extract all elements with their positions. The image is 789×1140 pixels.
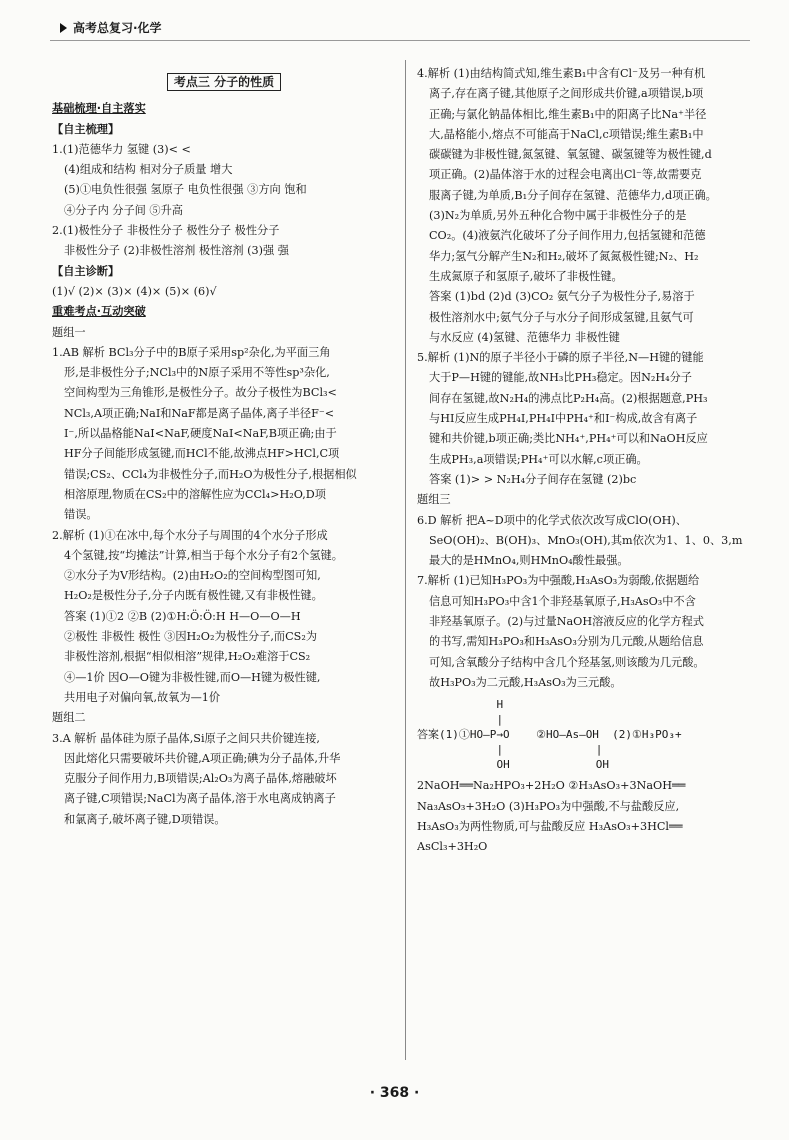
text-line: 最大的是HMnO₄,则HMnO₄酸性最强。 <box>429 554 629 568</box>
text-line: 非羟基氧原子。(2)与过量NaOH溶液反应的化学方程式 <box>429 615 704 629</box>
text-line: 答案 (1)> > N₂H₄分子间存在氢键 (2)bc <box>429 472 637 486</box>
text-line: ②极性 非极性 极性 ③因H₂O₂为极性分子,而CS₂为 <box>64 630 318 644</box>
header <box>60 18 162 38</box>
text-line: ④—1价 因O—O键为非极性键,而O—H键为极性键, <box>64 670 321 684</box>
text-line: AsCl₃+3H₂O <box>417 840 488 854</box>
text-line: (4)组成和结构 相对分子质量 增大 <box>64 163 233 177</box>
struct-row: | | <box>417 743 603 757</box>
text-line: 2NaOH══Na₂HPO₃+2H₂O ②H₃AsO₃+3NaOH══ <box>417 779 686 793</box>
header-title: 高考总复习·化学 <box>73 21 162 35</box>
question-7-answer <box>417 776 765 857</box>
text-line: CO₂。(4)液氨汽化破坏了分子间作用力,包括氢键和范德 <box>429 229 706 243</box>
group-label: 题组二 <box>52 711 86 725</box>
text-line: I⁻,所以晶格能NaI<NaF,硬度NaI<NaF,B项正确;由于 <box>64 427 337 441</box>
header-rule <box>50 40 750 41</box>
text-line: ②水分子为V形结构。(2)由H₂O₂的空间构型图可知, <box>64 569 321 583</box>
text-line: 错误。 <box>64 508 98 522</box>
text-line: 2.(1)极性分子 非极性分子 极性分子 极性分子 <box>52 224 280 238</box>
struct-row: 答案(1)①HO—P→O ②HO—As—OH (2)①H₃PO₃+ <box>417 728 682 742</box>
question-7 <box>417 571 765 693</box>
text-line: HF分子间能形成氢键,而HCl不能,故沸点HF>HCl,C项 <box>64 447 340 461</box>
text-line: 2.解析 (1)①在冰中,每个水分子与周围的4个水分子形成 <box>52 528 328 542</box>
text-line: 生成氮原子和氢原子,破坏了非极性键。 <box>429 269 623 283</box>
text-line: 键和共价键,b项正确;类比NH₄⁺,PH₄⁺可以和NaOH反应 <box>429 432 708 446</box>
question-3 <box>52 729 396 830</box>
text-line: 信息可知H₃PO₃中含1个非羟基氧原子,H₃AsO₃中不含 <box>429 594 696 608</box>
text-line: 大于P—H键的键能,故NH₃比PH₃稳定。因N₂H₄分子 <box>429 371 692 385</box>
section-title-box <box>52 72 396 93</box>
text-line: 项正确。(2)晶体溶于水的过程会电离出Cl⁻等,故需要克 <box>429 168 702 182</box>
triangle-icon <box>60 23 67 33</box>
text-line: 4个氢键,按“均摊法”计算,相当于每个水分子有2个氢键。 <box>64 548 343 562</box>
text-line: ④分子内 分子间 ⑤升高 <box>64 203 183 217</box>
text-line: 可知,含氧酸分子结构中含几个羟基氢,则该酸为几元酸。 <box>429 655 705 669</box>
text-line: 5.解析 (1)N的原子半径小于磷的原子半径,N—H键的键能 <box>417 351 704 365</box>
text-line: 错误;CS₂、CCl₄为非极性分子,而H₂O为极性分子,根据相似 <box>64 467 357 481</box>
text-line: 因此熔化只需要破坏共价键,A项正确;碘为分子晶体,升华 <box>64 751 341 765</box>
text-line: 生成PH₃,a项错误;PH₄⁺可以水解,c项正确。 <box>429 452 648 466</box>
question-5 <box>417 348 765 490</box>
question-6 <box>417 511 765 572</box>
text-line: 与HI反应生成PH₄I,PH₄I中PH₄⁺和I⁻构成,故含有离子 <box>429 412 698 426</box>
text-line: 离子键,C项错误;NaCl为离子晶体,溶于水电离成钠离子 <box>64 792 336 806</box>
text-line: 非极性溶剂,根据“相似相溶”规律,H₂O₂难溶于CS₂ <box>64 650 311 664</box>
text-line: 故H₃PO₃为二元酸,H₃AsO₃为三元酸。 <box>429 675 622 689</box>
text-line: 间存在氢键,故N₂H₄的沸点比P₂H₄高。(2)根据题意,PH₃ <box>429 391 708 405</box>
group-label: 题组一 <box>52 325 86 339</box>
text-line: 6.D 解析 把A~D项中的化学式依次改写成ClO(OH)、 <box>417 513 687 527</box>
text-line: 1.(1)范德华力 氢键 (3)< < <box>52 142 191 156</box>
text-line: H₂O₂是极性分子,分子内既有极性键,又有非极性键。 <box>64 589 323 603</box>
text-line: 碳碳键为非极性键,氮氢键、氧氢键、碳氢键等为极性键,d <box>429 148 712 162</box>
text-line: 形,是非极性分子;NCl₃中的N原子采用不等性sp³杂化, <box>64 366 330 380</box>
text-line: 和氯离子,破坏离子键,D项错误。 <box>64 812 226 826</box>
struct-row: | <box>417 713 504 727</box>
text-line: NCl₃,A项正确;NaI和NaF都是离子晶体,离子半径F⁻< <box>64 406 335 420</box>
text-line: 华力;氢气分解产生N₂和H₂,破坏了氮氮极性键;N₂、H₂ <box>429 249 699 263</box>
diag-line: (1)√ (2)× (3)× (4)× (5)× (6)√ <box>52 284 217 298</box>
struct-row: OH OH <box>417 758 610 772</box>
text-line: 克服分子间作用力,B项错误;Al₂O₃为离子晶体,熔融破坏 <box>64 772 337 786</box>
struct-row: H <box>417 698 504 712</box>
text-line: Na₃AsO₃+3H₂O (3)H₃PO₃为中强酸,不与盐酸反应, <box>417 799 680 813</box>
text-line: (5)①电负性很强 氢原子 电负性很强 ③方向 饱和 <box>64 183 307 197</box>
section-title: 考点三 分子的性质 <box>167 73 281 91</box>
text-line: 正确;与氯化钠晶体相比,维生素B₁中的阳离子比Na⁺半径 <box>429 107 707 121</box>
text-line: SeO(OH)₂、B(OH)₃、MnO₃(OH),其m依次为1、1、0、3,m <box>429 533 743 547</box>
self-diag-heading: 【自主诊断】 <box>52 264 120 278</box>
basic-heading: 基础梳理·自主落实 <box>52 102 146 116</box>
group-label: 题组三 <box>417 493 451 507</box>
left-column <box>52 64 396 830</box>
text-line: 空间构型为三角锥形,是极性分子。故分子极性为BCl₃< <box>64 386 337 400</box>
page-number: · 368 · <box>369 1085 420 1101</box>
question-1 <box>52 343 396 526</box>
text-line: 答案 (1)bd (2)d (3)CO₂ 氨气分子为极性分子,易溶于 <box>429 290 695 304</box>
right-column <box>417 64 765 857</box>
text-line: 1.AB 解析 BCl₃分子中的B原子采用sp²杂化,为平面三角 <box>52 345 331 359</box>
text-line: 离子,存在离子键,其他原子之间形成共价键,a项错误,b项 <box>429 87 704 101</box>
structural-formulas <box>417 697 765 772</box>
question-2 <box>52 526 396 709</box>
question-4 <box>417 64 765 348</box>
text-line: 7.解析 (1)已知H₃PO₃为中强酸,H₃AsO₃为弱酸,依据题给 <box>417 574 700 588</box>
column-divider <box>405 60 406 1060</box>
text-line: 共用电子对偏向氧,故氧为—1价 <box>64 690 221 704</box>
text-line: (3)N₂为单质,另外五种化合物中属于非极性分子的是 <box>429 209 687 223</box>
text-line: 相溶原理,物质在CS₂中的溶解性应为CCl₄>H₂O,D项 <box>64 487 326 501</box>
text-line: 极性溶剂水中;氨气分子与水分子间形成氢键,且氨气可 <box>429 310 694 324</box>
text-line: 的书写,需知H₃PO₃和H₃AsO₃分别为几元酸,从题给信息 <box>429 635 704 649</box>
text-line: H₃AsO₃为两性物质,可与盐酸反应 H₃AsO₃+3HCl══ <box>417 819 683 833</box>
key-heading: 重难考点·互动突破 <box>52 305 146 319</box>
text-line: 3.A 解析 晶体硅为原子晶体,Si原子之间只共价键连接, <box>52 731 320 745</box>
text-line: 与水反应 (4)氢键、范德华力 非极性键 <box>429 330 620 344</box>
text-line: 非极性分子 (2)非极性溶剂 极性溶剂 (3)强 强 <box>64 244 289 258</box>
text-line: 答案 (1)①2 ②B (2)①H:Ö:Ö:H H—O—O—H <box>64 609 301 623</box>
self-sort-heading: 【自主梳理】 <box>52 122 120 136</box>
text-line: 服离子键,为单质,B₁分子间存在氢键、范德华力,d项正确。 <box>429 188 717 202</box>
text-line: 4.解析 (1)由结构简式知,维生素B₁中含有Cl⁻及另一种有机 <box>417 67 706 80</box>
text-line: 大,晶格能小,熔点不可能高于NaCl,c项错误;维生素B₁中 <box>429 127 704 141</box>
